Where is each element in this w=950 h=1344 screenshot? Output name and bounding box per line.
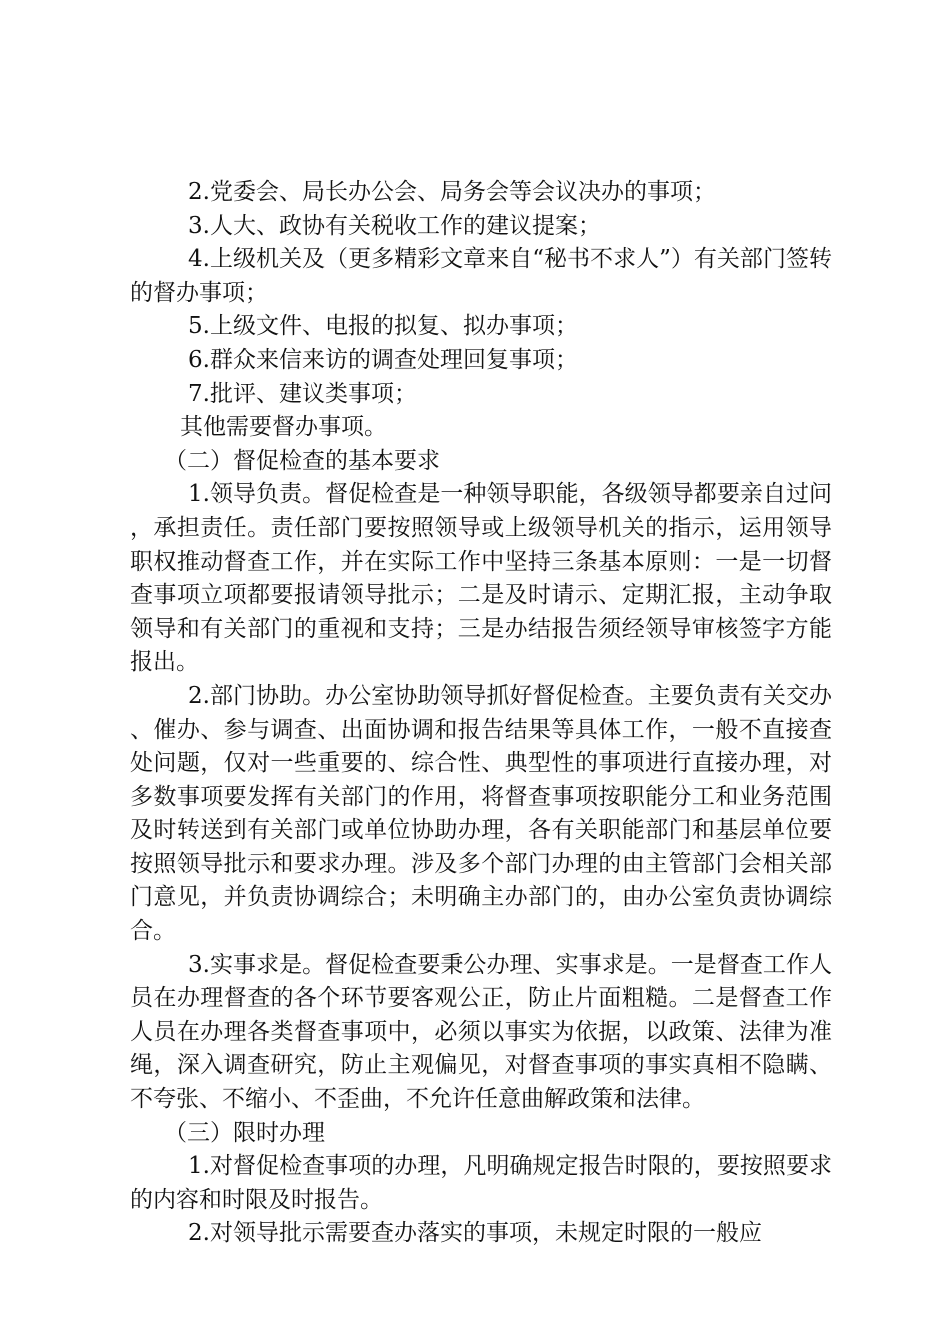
list-item-7: 7.批评、建议类事项； xyxy=(188,380,417,407)
list-item-other: 其他需要督办事项。 xyxy=(180,414,387,441)
requirement-department-assist: 2.部门协助。办公室协助领导抓好督促检查。主要负责有关交办、催办、参与调查、出面协调和报告结果等具体工作，一般不直接查处问题，仅对一些重要的、综合性、典型性的事项进行直接办理，对多数事项要发挥有关部门的作用，将督查事项按职能分工和业务范围及时转送到有关部门或单位协助办理，各有关职能部门和基层单位要按照领导批示和要求办理。涉及多个部门办理的由主管部门会相关部门意见，并负责协调综合；未明确主办部门的，由办公室负责协调综合。 xyxy=(130,682,832,945)
list-item-6: 6.群众来信来访的调查处理回复事项； xyxy=(188,346,578,373)
requirement-leadership: 1.领导负责。督促检查是一种领导职能，各级领导都要亲自过问，承担责任。责任部门要按照领导或上级领导机关的指示，运用领导职权推动督查工作，并在实际工作中坚持三条基本原则：一是一切督查事项立项都要报请领导批示；二是及时请示、定期汇报，主动争取领导和有关部门的重视和支持；三是办结报告须经领导审核签字方能报出。 xyxy=(130,481,832,676)
list-item-4: 4.上级机关及（更多精彩文章来自“秘书不求人”）有关部门签转的督办事项； xyxy=(130,246,832,306)
section-heading-2: （二）督促检查的基本要求 xyxy=(164,447,440,474)
time-limit-item-1: 1.对督促检查事项的办理，凡明确规定报告时限的，要按照要求的内容和时限及时报告。 xyxy=(130,1153,832,1213)
document-body xyxy=(130,176,832,1251)
list-item-2: 2.党委会、局长办公会、局务会等会议决办的事项； xyxy=(188,179,716,205)
list-item-5: 5.上级文件、电报的拟复、拟办事项； xyxy=(188,313,578,340)
list-item-3: 3.人大、政协有关税收工作的建议提案； xyxy=(188,212,601,239)
requirement-fact-based: 3.实事求是。督促检查要秉公办理、实事求是。一是督查工作人员在办理督查的各个环节要客观公正，防止片面粗糙。二是督查工作人员在办理各类督查事项中，必须以事实为依据，以政策、法律为准绳，深入调查研究，防止主观偏见，对督查事项的事实真相不隐瞒、不夸张、不缩小、不歪曲，不允许任意曲解政策和法律。 xyxy=(130,951,832,1113)
time-limit-item-2: 2.对领导批示需要查办落实的事项，未规定时限的一般应 xyxy=(188,1220,762,1247)
section-heading-3: （三）限时办理 xyxy=(164,1119,325,1146)
